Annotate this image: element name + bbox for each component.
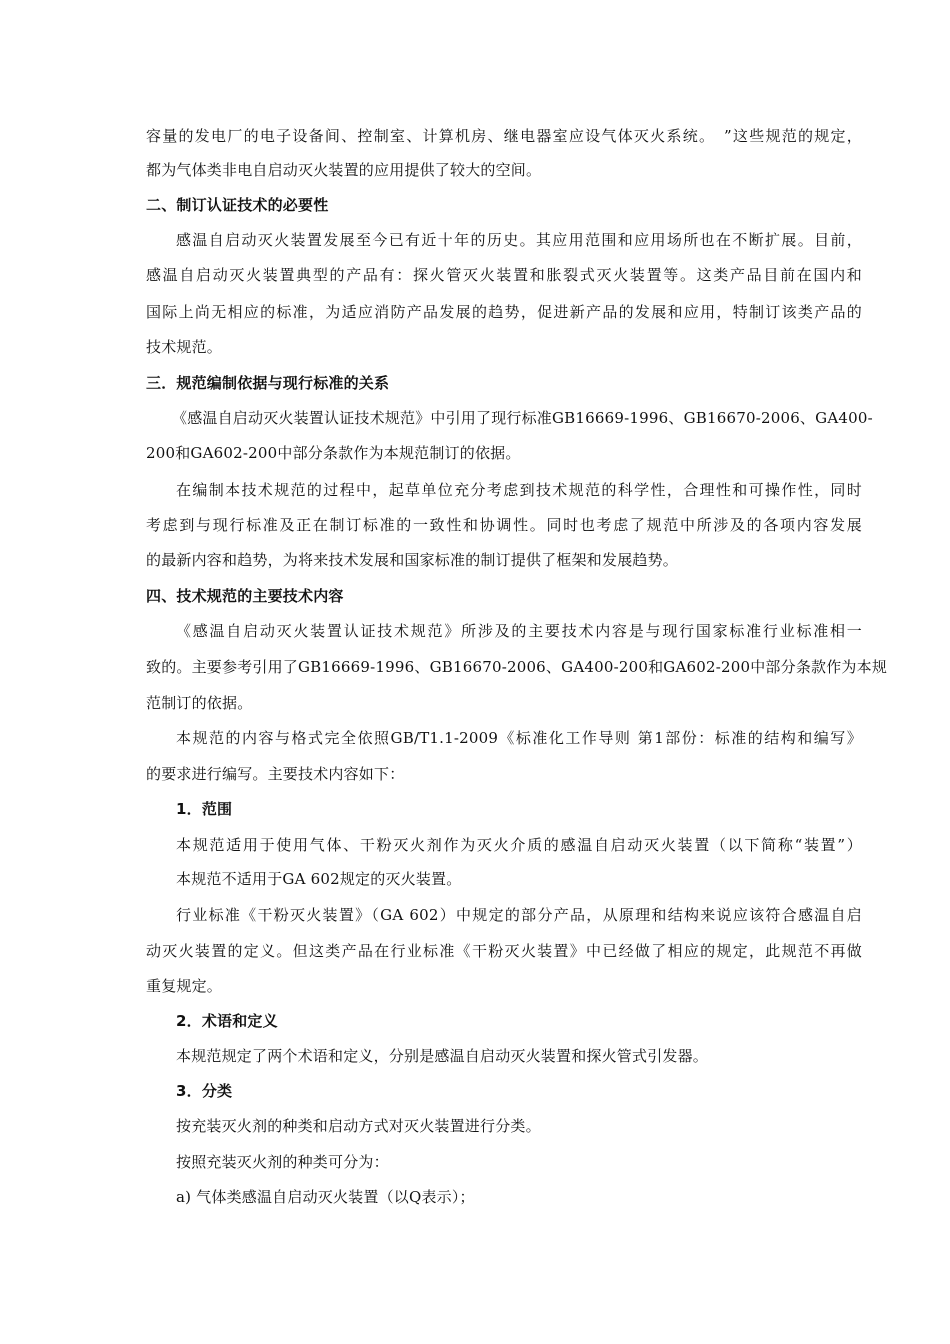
- body-line: 在编制本技术规范的过程中，起草单位充分考虑到技术规范的科学性，合理性和可操作性，同时: [176, 481, 862, 499]
- body-line: 本规范规定了两个术语和定义，分别是感温自启动灭火装置和探火管式引发器。: [176, 1047, 709, 1065]
- body-line: 致的。主要参考引用了GB16669-1996、GB16670-2006、GA400-200和GA602-200中部分条款作为本规: [146, 658, 888, 676]
- subsection-heading-3: 3．分类: [176, 1082, 233, 1100]
- body-line: 按充装灭火剂的种类和启动方式对灭火装置进行分类。: [176, 1117, 541, 1135]
- section-heading-4: 四、技术规范的主要技术内容: [146, 587, 344, 605]
- body-line: 本规范适用于使用气体、干粉灭火剂作为灭火介质的感温自启动灭火装置（以下简称“装置”）: [176, 836, 862, 854]
- body-line: 《感温自启动灭火装置认证技术规范》所涉及的主要技术内容是与现行国家标准行业标准相一: [176, 622, 862, 640]
- body-line: 的要求进行编写。主要技术内容如下：: [146, 765, 405, 783]
- body-line: 考虑到与现行标准及正在制订标准的一致性和协调性。同时也考虑了规范中所涉及的各项内容发展: [146, 516, 862, 534]
- body-line: 都为气体类非电自启动灭火装置的应用提供了较大的空间。: [146, 161, 542, 179]
- body-line: 范制订的依据。: [146, 694, 253, 712]
- body-line: 行业标准《干粉灭火装置》（GA 602）中规定的部分产品，从原理和结构来说应该符合感温自启: [176, 906, 862, 924]
- section-heading-3: 三．规范编制依据与现行标准的关系: [146, 374, 390, 392]
- body-line: 本规范的内容与格式完全依照GB/T1.1-2009《标准化工作导则 第1部份：标准的结构和编写》: [176, 729, 862, 747]
- list-item: a) 气体类感温自启动灭火装置（以Q表示）；: [176, 1188, 475, 1206]
- body-line: 重复规定。: [146, 977, 223, 995]
- subsection-heading-2: 2．术语和定义: [176, 1012, 278, 1030]
- body-line: 的最新内容和趋势，为将来技术发展和国家标准的制订提供了框架和发展趋势。: [146, 551, 679, 569]
- subsection-heading-1: 1．范围: [176, 800, 233, 818]
- body-line: 200和GA602-200中部分条款作为本规范制订的依据。: [146, 444, 521, 462]
- body-line: 国际上尚无相应的标准，为适应消防产品发展的趋势，促进新产品的发展和应用，特制订该类产品的: [146, 303, 862, 321]
- body-line: 感温自启动灭火装置发展至今已有近十年的历史。其应用范围和应用场所也在不断扩展。目前，: [176, 231, 862, 249]
- body-line: 容量的发电厂的电子设备间、控制室、计算机房、继电器室应设气体灭火系统。 ”这些规范的规定，: [146, 127, 862, 145]
- body-line: 动灭火装置的定义。但这类产品在行业标准《干粉灭火装置》中已经做了相应的规定，此规范不再做: [146, 942, 862, 960]
- body-line: 本规范不适用于GA 602规定的灭火装置。: [176, 870, 462, 888]
- body-line: 《感温自启动灭火装置认证技术规范》中引用了现行标准GB16669-1996、GB16670-2006、GA400-: [172, 409, 873, 427]
- body-line: 技术规范。: [146, 338, 223, 356]
- body-line: 按照充装灭火剂的种类可分为：: [176, 1153, 389, 1171]
- section-heading-2: 二、制订认证技术的必要性: [146, 196, 329, 214]
- body-line: 感温自启动灭火装置典型的产品有：探火管灭火装置和胀裂式灭火装置等。这类产品目前在国内和: [146, 266, 862, 284]
